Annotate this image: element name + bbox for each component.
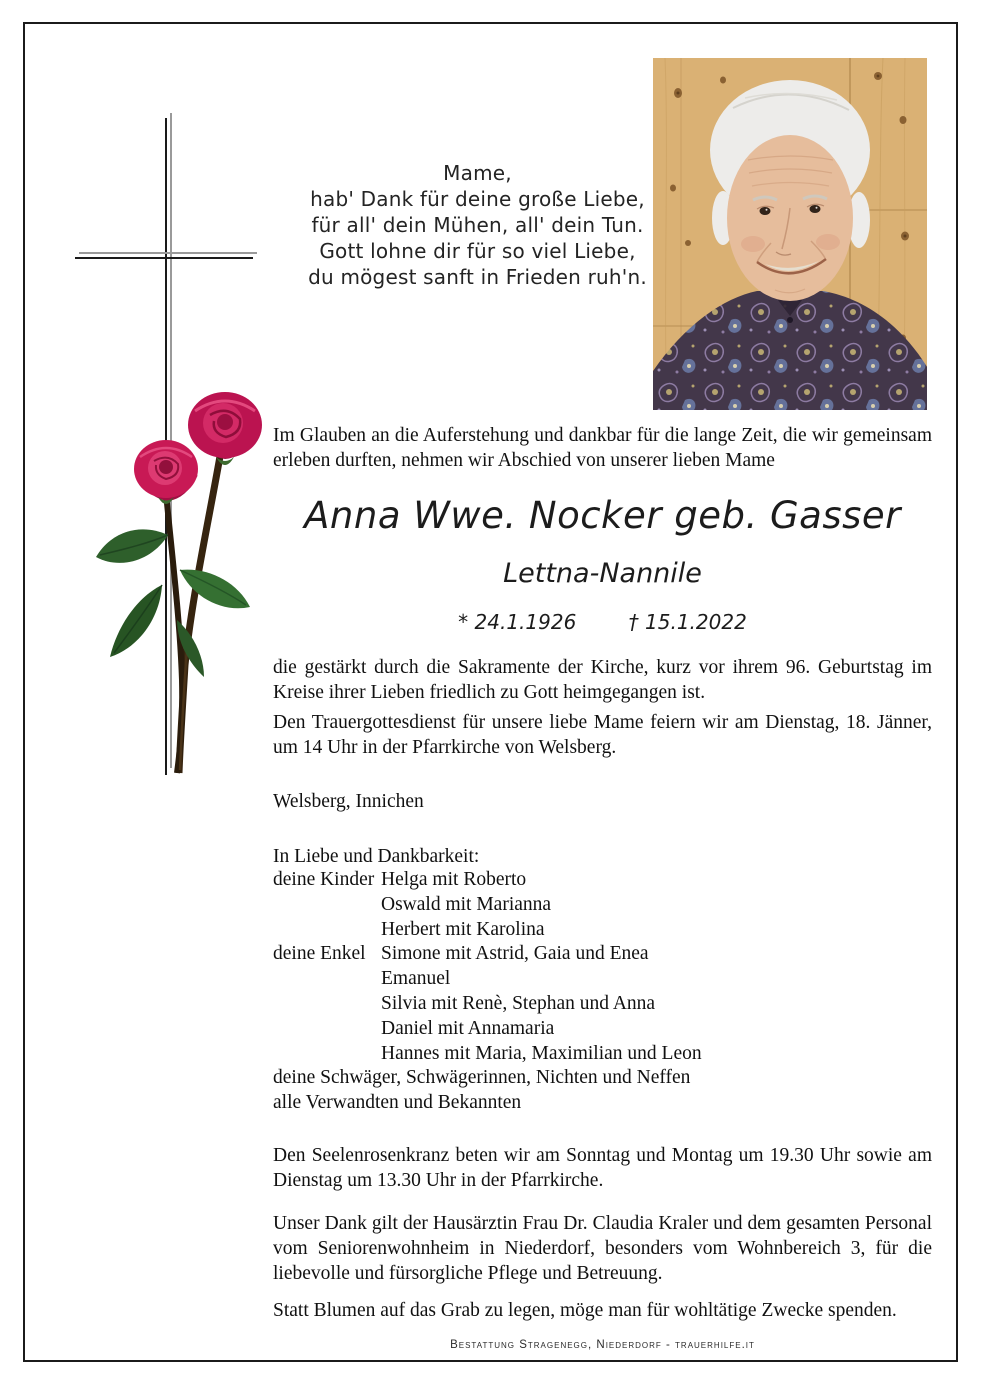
poem-line: Mame, bbox=[443, 161, 512, 185]
death-date: † 15.1.2022 bbox=[628, 610, 747, 634]
family-row-label: deine Enkel bbox=[273, 943, 366, 965]
rosary-paragraph: Den Seelenrosenkranz beten wir am Sonntag und Montag um 19.30 Uhr sowie am Dienstag um 13.30 Uhr in der Pfarrkirche. bbox=[273, 1145, 932, 1191]
family-row bbox=[273, 918, 932, 943]
family-row-name: Simone mit Astrid, Gaia und Enea bbox=[381, 943, 649, 965]
family-row bbox=[273, 868, 932, 893]
service-paragraph: Den Trauergottesdienst für unsere liebe Mame feiern wir am Dienstag, 18. Jänner, um 14 Uhr in der Pfarrkirche von Welsberg. bbox=[273, 712, 932, 758]
family-row bbox=[273, 1042, 932, 1067]
intro-paragraph: Im Glauben an die Auferstehung und dankbar für die lange Zeit, die wir gemeinsam erleben durften, nehmen wir Abschied von unserer lieben Mame bbox=[273, 425, 932, 471]
family-row-name: Helga mit Roberto bbox=[381, 869, 527, 890]
family-additional-line: alle Verwandten und Bekannten bbox=[273, 1092, 522, 1114]
funeral-home-footer: Bestattung Stragenegg, Niederdorf - trauerhilfe.it bbox=[450, 1339, 755, 1351]
family-row-name: Silvia mit Renè, Stephan und Anna bbox=[381, 992, 656, 1014]
life-dates bbox=[273, 610, 932, 634]
family-row-name: Emanuel bbox=[381, 968, 451, 990]
poem-line: hab' Dank für deine große Liebe, bbox=[310, 187, 645, 211]
cross-horizontal-line bbox=[75, 257, 253, 259]
memorial-poem bbox=[265, 160, 690, 290]
birth-date: * 24.1.1926 bbox=[458, 610, 577, 634]
deceased-name: Anna Wwe. Nocker geb. Gasser bbox=[304, 494, 901, 537]
roses-image bbox=[92, 385, 267, 775]
family-row bbox=[273, 893, 932, 918]
portrait-photo bbox=[653, 58, 927, 410]
thanks-paragraph: Unser Dank gilt der Hausärztin Frau Dr. Claudia Kraler und dem gesamten Personal vom Seniorenwohnheim in Niederdorf, besonders vom Wohnbereich 3, für die liebevolle und fürsorgliche Pflege und Betreuung. bbox=[273, 1213, 932, 1284]
poem-line: Gott lohne dir für so viel Liebe, bbox=[319, 239, 636, 263]
family-row-name: Daniel mit Annamaria bbox=[381, 1017, 555, 1039]
places-line: Welsberg, Innichen bbox=[273, 791, 424, 812]
poem-line: du mögest sanft in Frieden ruh'n. bbox=[308, 265, 647, 289]
family-row-name: Oswald mit Marianna bbox=[381, 893, 552, 915]
family-row-name: Herbert mit Karolina bbox=[381, 918, 545, 940]
family-row-label: deine Kinder bbox=[273, 869, 375, 890]
donations-paragraph: Statt Blumen auf das Grab zu legen, möge man für wohltätige Zwecke spenden. bbox=[273, 1300, 897, 1321]
cross-horizontal-shadow bbox=[79, 252, 257, 254]
family-row bbox=[273, 1017, 932, 1042]
family-additional-line: deine Schwäger, Schwägerinnen, Nichten und Neffen bbox=[273, 1067, 691, 1089]
family-row bbox=[273, 942, 932, 967]
family-list bbox=[273, 868, 932, 1116]
family-row-name: Hannes mit Maria, Maximilian und Leon bbox=[381, 1042, 702, 1064]
family-row bbox=[273, 967, 932, 992]
family-row bbox=[273, 992, 932, 1017]
passing-paragraph: die gestärkt durch die Sakramente der Kirche, kurz vor ihrem 96. Geburtstag im Kreise ihrer Lieben friedlich zu Gott heimgegangen ist. bbox=[273, 657, 932, 703]
gratitude-heading: In Liebe und Dankbarkeit: bbox=[273, 846, 480, 867]
deceased-vulgo-name: Lettna-Nannile bbox=[503, 558, 702, 589]
poem-line: für all' dein Mühen, all' dein Tun. bbox=[311, 213, 644, 237]
